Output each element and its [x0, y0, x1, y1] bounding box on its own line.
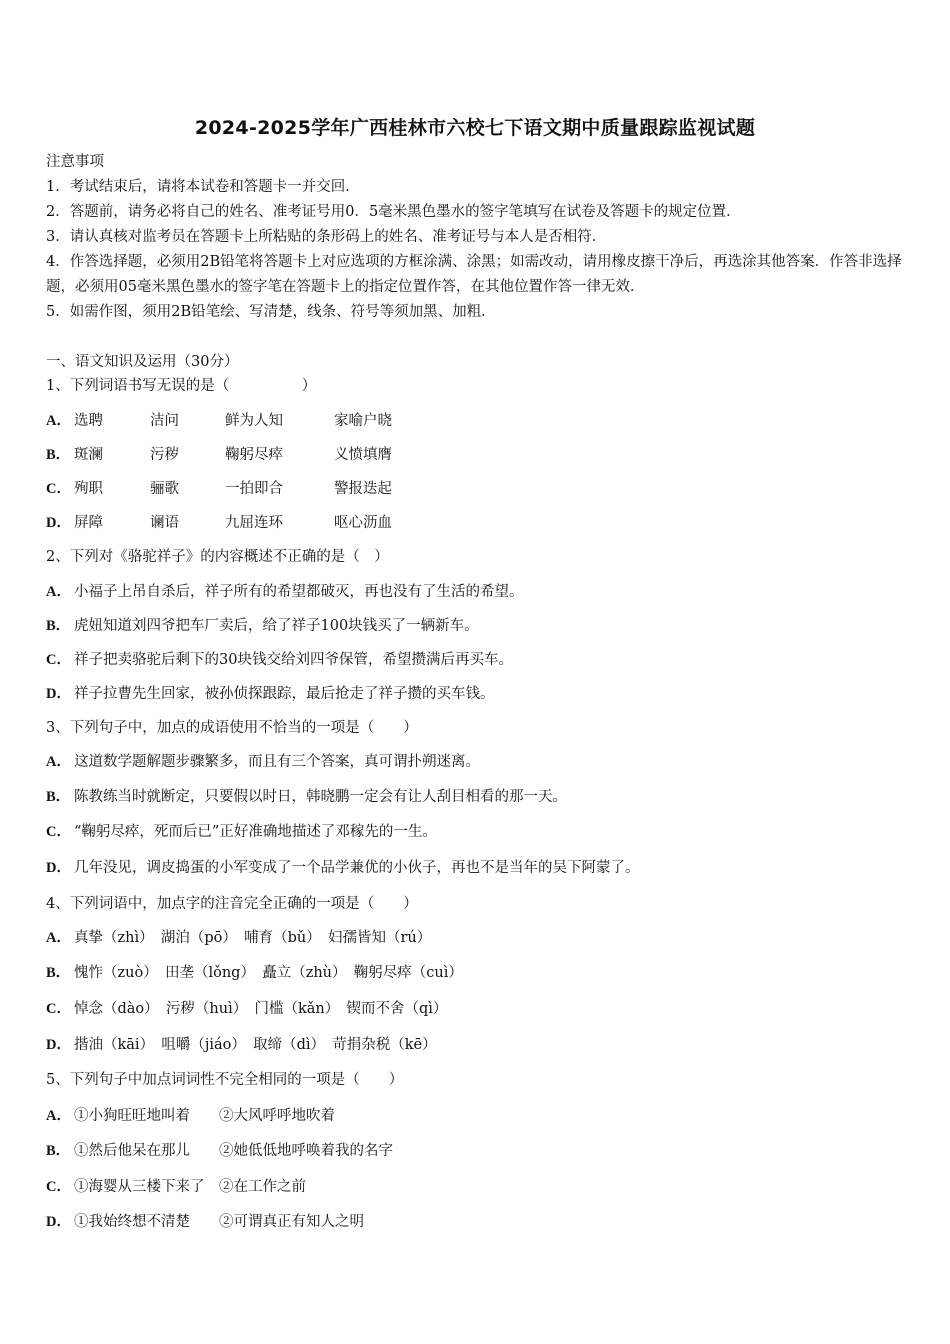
option-word: 义愤填膺 [334, 447, 392, 463]
option-text: 这道数学题解题步骤繁多，而且有三个答案，真可谓扑朔迷离。 [74, 754, 480, 770]
question-4-stem: 4、下列词语中，加点字的注音完全正确的一项是（ ） [46, 896, 418, 912]
question-1-option-b [46, 445, 546, 465]
option-word: 呕心沥血 [334, 515, 392, 531]
option-text: 愧怍（zuò） 田垄（lǒng） 矗立（zhù） 鞠躬尽瘁（cuì） [74, 965, 463, 981]
option-text: 虎妞知道刘四爷把车厂卖后，给了祥子100块钱买了一辆新车。 [74, 618, 479, 634]
option-label: C． [46, 652, 71, 668]
question-3-option-b [46, 787, 567, 807]
option-label: A． [46, 413, 71, 429]
question-4-option-d [46, 1035, 437, 1055]
option-word: 骊歌 [150, 481, 179, 497]
question-4-option-a [46, 928, 431, 948]
option-word: 洁问 [150, 413, 179, 429]
option-word: 污秽 [150, 447, 179, 463]
question-2-option-b [46, 616, 479, 636]
option-word: 斑澜 [74, 447, 103, 463]
option-label: B． [46, 1143, 71, 1159]
option-text: 陈教练当时就断定，只要假以时日，韩晓鹏一定会有让人刮目相看的那一天。 [74, 789, 567, 805]
notice-heading: 注意事项 [46, 154, 104, 170]
question-5-stem: 5、下列句子中加点词词性不完全相同的一项是（ ） [46, 1072, 404, 1088]
option-label: D． [46, 1214, 71, 1230]
question-5-option-b [46, 1141, 393, 1161]
option-text: 几年没见，调皮捣蛋的小军变成了一个品学兼优的小伙子，再也不是当年的吴下阿蒙了。 [74, 860, 640, 876]
option-word: 鲜为人知 [225, 413, 283, 429]
option-label: A． [46, 584, 71, 600]
option-label: C． [46, 824, 71, 840]
option-label: C． [46, 481, 71, 497]
question-4-option-b [46, 963, 463, 983]
notice-item-2: 2．答题前，请务必将自己的姓名、准考证号用0．5毫米黑色墨水的签字笔填写在试卷及答题卡的规定位置． [46, 204, 741, 220]
option-text: 悼念（dào） 污秽（huì） 门槛（kǎn） 锲而不舍（qì） [74, 1001, 448, 1017]
option-text: 揩油（kāi） 咀嚼（jiáo） 取缔（dì） 苛捐杂税（kē） [74, 1037, 437, 1053]
notice-item-4: 4．作答选择题，必须用2B铅笔将答题卡上对应选项的方框涂满、涂黑；如需改动，请用橡皮擦干净后，再选涂其他答案．作答非选择题，必须用05毫米黑色墨水的签字笔在答题卡上的指定位置作答，在其他位置作答一律无效． [46, 254, 902, 295]
notice-item-3: 3．请认真核对监考员在答题卡上所粘贴的条形码上的姓名、准考证号与本人是否相符． [46, 229, 607, 245]
question-2-stem: 2、下列对《骆驼祥子》的内容概述不正确的是（ ） [46, 549, 389, 565]
question-5-option-c [46, 1177, 306, 1197]
option-label: A． [46, 1108, 71, 1124]
option-label: D． [46, 1037, 71, 1053]
option-text: ①我始终想不清楚 ②可谓真正有知人之明 [74, 1214, 364, 1230]
option-text: 祥子把卖骆驼后剩下的30块钱交给刘四爷保管，希望攒满后再买车。 [74, 652, 513, 668]
option-word: 谰语 [150, 515, 179, 531]
option-label: B． [46, 618, 71, 634]
exam-title: 2024-2025学年广西桂林市六校七下语文期中质量跟踪监视试题 [194, 117, 756, 139]
notice-item-1: 1．考试结束后，请将本试卷和答题卡一并交回． [46, 179, 360, 195]
question-5-option-a [46, 1106, 335, 1126]
option-text: 祥子拉曹先生回家，被孙侦探跟踪，最后抢走了祥子攒的买车钱。 [74, 686, 495, 702]
section-heading: 一、语文知识及运用（30分） [46, 354, 239, 370]
option-word: 选聘 [74, 413, 103, 429]
option-word: 家喻户晓 [334, 413, 392, 429]
question-1-option-c [46, 479, 546, 499]
option-word: 九屈连环 [225, 515, 283, 531]
option-word: 殉职 [74, 481, 103, 497]
question-4-option-c [46, 999, 447, 1019]
option-label: A． [46, 754, 71, 770]
option-label: D． [46, 515, 71, 531]
option-label: A． [46, 930, 71, 946]
option-text: 小福子上吊自杀后，祥子所有的希望都破灭，再也没有了生活的希望。 [74, 584, 524, 600]
question-3-option-c [46, 822, 437, 842]
option-label: C． [46, 1179, 71, 1195]
question-2-option-d [46, 684, 495, 704]
option-label: B． [46, 789, 71, 805]
option-word: 鞠躬尽瘁 [225, 447, 283, 463]
option-label: D． [46, 860, 71, 876]
option-word: 一拍即合 [225, 481, 283, 497]
option-word: 屏障 [74, 515, 103, 531]
question-2-option-c [46, 650, 513, 670]
question-1-stem: 1、下列词语书写无误的是（ ） [46, 378, 317, 394]
question-3-option-d [46, 858, 640, 878]
question-3-option-a [46, 752, 480, 772]
question-1-option-d [46, 513, 546, 533]
notice-item-5: 5．如需作图，须用2B铅笔绘、写清楚，线条、符号等须加黑、加粗． [46, 304, 496, 320]
question-1-option-a [46, 411, 546, 431]
option-word: 警报迭起 [334, 481, 392, 497]
option-label: D． [46, 686, 71, 702]
question-3-stem: 3、下列句子中，加点的成语使用不恰当的一项是（ ） [46, 720, 418, 736]
option-text: ①海婴从三楼下来了 ②在工作之前 [74, 1179, 306, 1195]
option-text: 真挚（zhì） 湖泊（pō） 哺育（bǔ） 妇孺皆知（rú） [74, 930, 432, 946]
option-text: “鞠躬尽瘁，死而后已”正好准确地描述了邓稼先的一生。 [74, 824, 437, 840]
option-label: C． [46, 1001, 71, 1017]
option-label: B． [46, 447, 71, 463]
question-2-option-a [46, 582, 524, 602]
question-5-option-d [46, 1212, 364, 1232]
option-text: ①然后他呆在那儿 ②她低低地呼唤着我的名字 [74, 1143, 393, 1159]
option-label: B． [46, 965, 71, 981]
option-text: ①小狗旺旺地叫着 ②大风呼呼地吹着 [74, 1108, 335, 1124]
